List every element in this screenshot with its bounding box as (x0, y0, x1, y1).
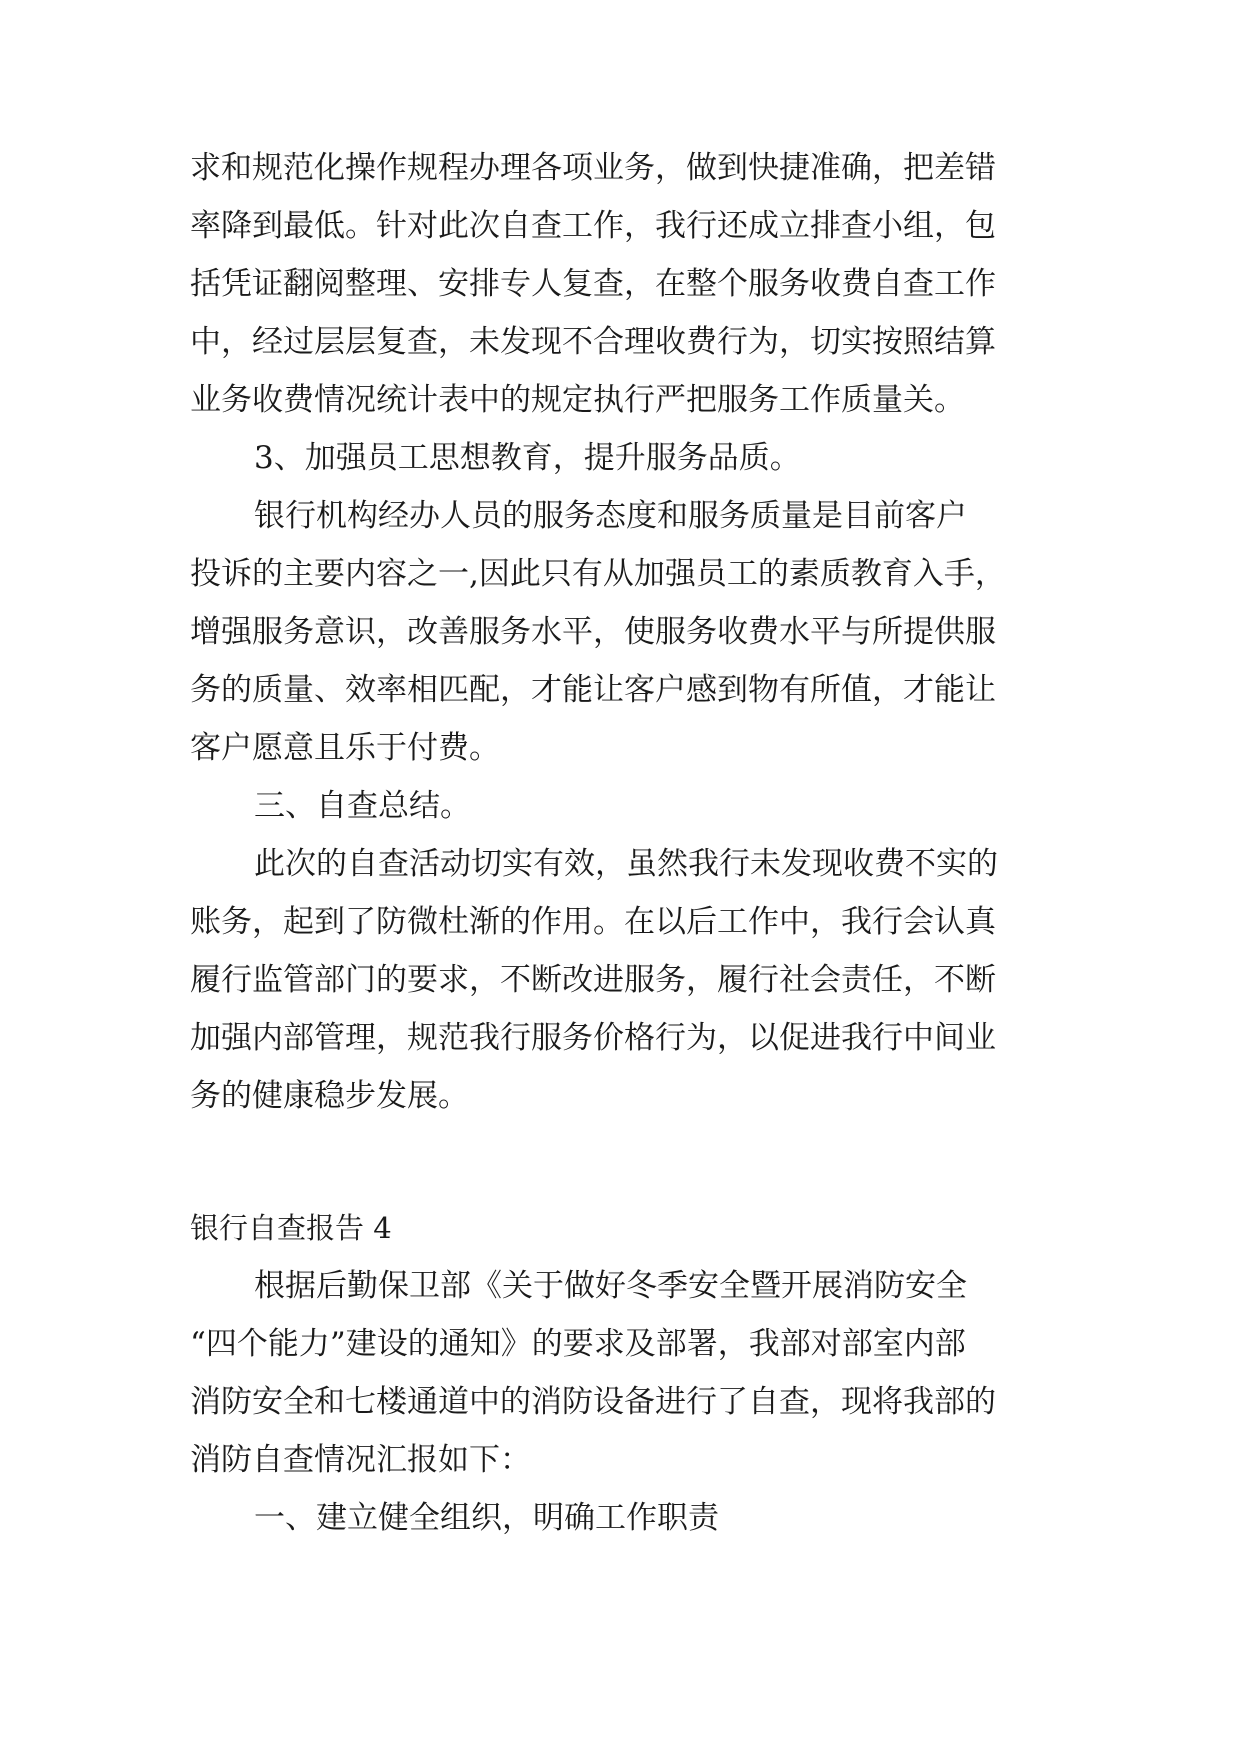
paragraph-line: 率降到最低。针对此次自查工作，我行还成立排查小组，包 (190, 208, 996, 244)
paragraph-line: 投诉的主要内容之一,因此只有从加强员工的素质教育入手， (190, 556, 1006, 592)
paragraph-line: 求和规范化操作规程办理各项业务，做到快捷准确，把差错 (190, 150, 996, 186)
report-title: 银行自查报告 4 (190, 1211, 392, 1245)
paragraph-line: 务的健康稳步发展。 (190, 1078, 469, 1114)
paragraph-line: 履行监管部门的要求，不断改进服务，履行社会责任，不断 (190, 962, 996, 998)
section-heading: 一、建立健全组织，明确工作职责 (254, 1500, 719, 1536)
paragraph-line: 务的质量、效率相匹配，才能让客户感到物有所值，才能让 (190, 672, 996, 708)
paragraph-line: 括凭证翻阅整理、安排专人复查，在整个服务收费自查工作 (190, 266, 996, 302)
paragraph-line: 增强服务意识，改善服务水平，使服务收费水平与所提供服 (190, 614, 996, 650)
paragraph-line: 客户愿意且乐于付费。 (190, 730, 500, 766)
paragraph-line: 此次的自查活动切实有效，虽然我行未发现收费不实的 (254, 846, 998, 882)
paragraph-line: 银行机构经办人员的服务态度和服务质量是目前客户 (254, 498, 967, 534)
paragraph-line: 根据后勤保卫部《关于做好冬季安全暨开展消防安全 (254, 1268, 967, 1304)
paragraph-line: 账务，起到了防微杜渐的作用。在以后工作中，我行会认真 (190, 904, 996, 940)
paragraph-line: 消防自查情况汇报如下： (190, 1442, 531, 1478)
paragraph-line: 中，经过层层复查，未发现不合理收费行为，切实按照结算 (190, 324, 996, 360)
item-heading: 3、加强员工思想教育，提升服务品质。 (254, 440, 801, 476)
paragraph-line: 加强内部管理，规范我行服务价格行为，以促进我行中间业 (190, 1020, 996, 1056)
paragraph-line: 消防安全和七楼通道中的消防设备进行了自查，现将我部的 (190, 1384, 996, 1420)
paragraph-line: “四个能力”建设的通知》的要求及部署，我部对部室内部 (190, 1326, 966, 1362)
paragraph-line: 业务收费情况统计表中的规定执行严把服务工作质量关。 (190, 382, 965, 418)
section-heading: 三、自查总结。 (254, 788, 471, 824)
